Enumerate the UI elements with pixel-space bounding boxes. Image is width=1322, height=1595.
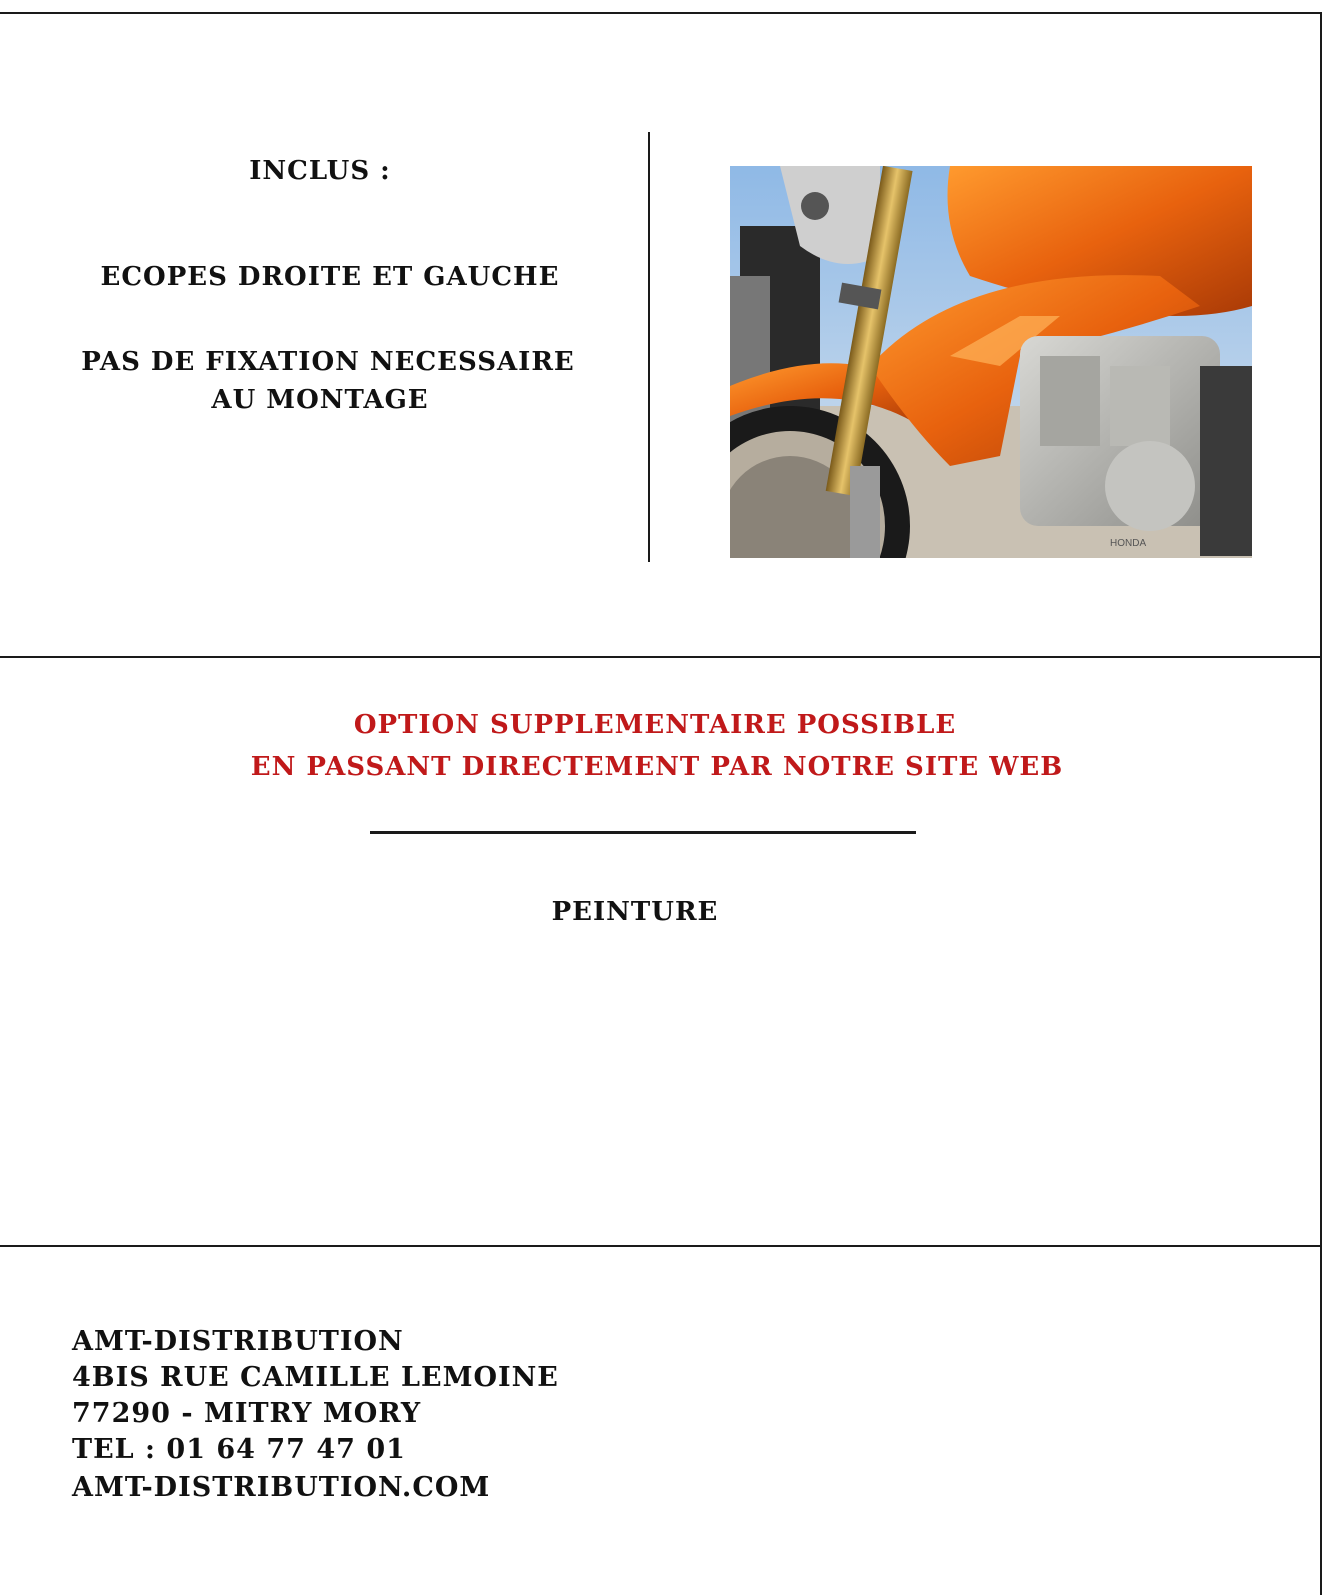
contact-company: AMT-DISTRIBUTION [72, 1326, 404, 1357]
short-rule [370, 831, 916, 834]
contact-city: 77290 - MITRY MORY [72, 1398, 422, 1429]
contact-website[interactable]: AMT-DISTRIBUTION.COM [72, 1472, 491, 1503]
option-line-2: EN PASSANT DIRECTEMENT PAR NOTRE SITE WEB [250, 752, 1064, 782]
included-item-mounting: AU MONTAGE [211, 385, 429, 415]
included-item-fixation: PAS DE FIXATION NECESSAIRE [81, 347, 575, 377]
included-heading: INCLUS : [249, 156, 391, 186]
middle-divider [0, 656, 1322, 658]
photo-brand-mark: HONDA [1110, 538, 1147, 549]
included-item-scoops: ECOPES DROITE ET GAUCHE [100, 262, 560, 292]
lower-divider [0, 1245, 1322, 1247]
vertical-divider [648, 132, 650, 562]
top-divider [0, 12, 1322, 14]
motorcycle-photo [730, 166, 1252, 558]
option-item-paint: PEINTURE [551, 897, 719, 927]
contact-phone: TEL : 01 64 77 47 01 [72, 1434, 406, 1465]
contact-street: 4BIS RUE CAMILLE LEMOINE [72, 1362, 559, 1393]
option-line-1: OPTION SUPPLEMENTAIRE POSSIBLE [353, 710, 957, 740]
